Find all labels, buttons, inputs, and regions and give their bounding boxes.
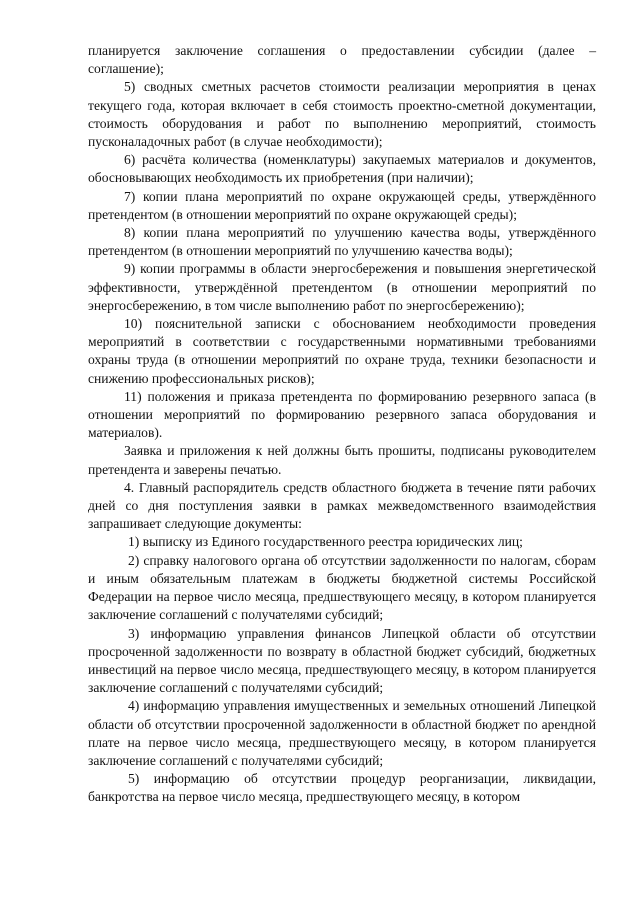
request-item-1: 1) выписку из Единого государственного реестра юридических лиц; <box>128 534 523 550</box>
request-item-3: 3) информацию управления финансов Липецкой области об отсутствии просроченной задолженности по возврату в областной бюджет субсидий, бюджетных инвестиций на первое число месяца, предшествующего месяцу, в котором планируется заключение соглашений с получателями субсидий; <box>88 625 596 696</box>
document-page <box>88 42 596 807</box>
list-item-10: 10) пояснительной записки с обоснованием необходимости проведения мероприятий в соответствии с государственными нормативными требованиями охраны труда (в отношении мероприятий по охране труда, техники безопасности и снижению профессиональных рисков); <box>88 316 596 386</box>
paragraph-continuation: планируется заключение соглашения о предоставлении субсидии (далее – соглашение); <box>88 43 596 77</box>
list-item-5: 5) сводных сметных расчетов стоимости реализации мероприятия в ценах текущего года, которая включает в себя стоимость проектно-сметной документации, стоимость оборудования и работ по выполнению мероприятий, стоимость пусконаладочных работ (в случае необходимости); <box>88 79 596 150</box>
list-item-9: 9) копии программы в области энергосбережения и повышения энергетической эффективности, утверждённой претендентом (в отношении мероприятий по энергосбережению, в том числе выполнению работ по энергосбережению); <box>88 261 596 313</box>
list-item-7: 7) копии плана мероприятий по охране окружающей среды, утверждённого претендентом (в отношении мероприятий по охране окружающей среды); <box>88 188 596 222</box>
request-item-2: 2) справку налогового органа об отсутствии задолженности по налогам, сборам и иным обязательным платежам в бюджеты бюджетной системы Российской Федерации на первое число месяца, предшествующего месяцу, в котором планируется заключение соглашений с получателями субсидий; <box>88 552 596 623</box>
application-note: Заявка и приложения к ней должны быть прошиты, подписаны руководителем претендента и заверены печатью. <box>88 443 596 477</box>
list-item-6: 6) расчёта количества (номенклатуры) закупаемых материалов и документов, обосновывающих необходимость их приобретения (при наличии); <box>88 152 596 186</box>
request-item-5: 5) информацию об отсутствии процедур реорганизации, ликвидации, банкротства на первое число месяца, предшествующего месяцу, в котором <box>88 771 596 805</box>
list-item-11: 11) положения и приказа претендента по формированию резервного запаса (в отношении мероприятий по формированию резервного запаса оборудования и материалов). <box>88 388 596 441</box>
clause-4: 4. Главный распорядитель средств областного бюджета в течение пяти рабочих дней со дня поступления заявки в рамках межведомственного взаимодействия запрашивает следующие документы: <box>88 479 596 532</box>
list-item-8: 8) копии плана мероприятий по улучшению качества воды, утверждённого претендентом (в отношении мероприятий по улучшению качества воды); <box>88 225 596 259</box>
request-item-4: 4) информацию управления имущественных и земельных отношений Липецкой области об отсутствии просроченной задолженности в областной бюджет по арендной плате на первое число месяца, предшествующего месяцу, в котором планируется заключение соглашений с получателями субсидий; <box>88 698 596 768</box>
